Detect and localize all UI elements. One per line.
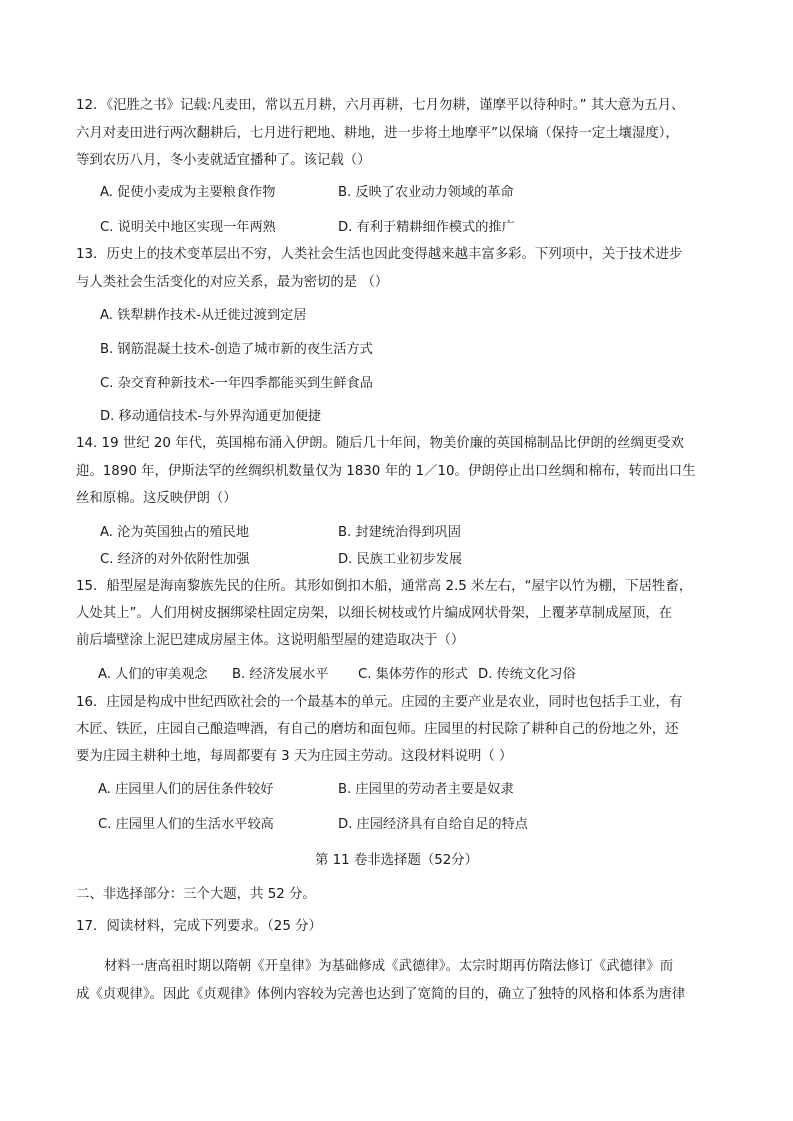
question-13-stem-line-2: 与人类社会生活变化的对应关系，最为密切的是 （） bbox=[76, 275, 389, 290]
question-14-stem-line-1: 14. 19 世纪 20 年代，英国棉布涌入伊朗。随后几十年间，物美价廉的英国棉制品比伊朗的丝绸更受欢 bbox=[76, 436, 685, 451]
material-line-1: 材料一唐高祖时期以隋朝《开皇律》为基础修成《武德律》。太宗时期再仿隋法修订《武德律》而 bbox=[104, 959, 674, 974]
question-16-option-c: C. 庄园里人们的生活水平较高 bbox=[98, 817, 274, 832]
question-13-option-b: B. 钢筋混凝土技术-创造了城市新的夜生活方式 bbox=[100, 342, 373, 357]
question-16-stem-line-1: 16．庄园是构成中世纪西欧社会的一个最基本的单元。庄园的主要产业是农业，同时也包括手工业，有 bbox=[76, 695, 683, 710]
question-12-option-a: A. 促使小麦成为主要粮食作物 bbox=[100, 185, 276, 200]
question-12-stem-line-2: 六月对麦田进行两次翻耕后，七月进行耙地、耕地，进一步将土地摩平”以保墒（保持一定土壤湿度）， bbox=[76, 126, 679, 141]
question-14-option-c: C. 经济的对外依附性加强 bbox=[100, 552, 250, 567]
question-12-option-b: B. 反映了农业动力领域的革命 bbox=[338, 185, 514, 200]
question-14-stem-line-2: 迎。1890 年，伊斯法罕的丝绸织机数量仅为 1830 年的 1／10。伊朗停止出口丝绸和棉布，转而出口生 bbox=[76, 464, 696, 479]
question-17-title: 17．阅读材料，完成下列要求。（25 分） bbox=[76, 919, 322, 934]
question-15-option-d: D. 传统文化习俗 bbox=[478, 667, 576, 682]
question-14-option-b: B. 封建统治得到巩固 bbox=[338, 525, 461, 540]
question-12-option-c: C. 说明关中地区实现一年两熟 bbox=[100, 220, 276, 235]
question-15-option-c: C. 集体劳作的形式 bbox=[358, 667, 468, 682]
question-16-option-b: B. 庄园里的劳动者主要是奴隶 bbox=[338, 782, 514, 797]
question-15-stem-line-3: 前后墙壁涂上泥巴建成房屋主体。这说明船型屋的建造取决于（） bbox=[76, 633, 465, 648]
question-16-stem-line-2: 木匠、铁匠，庄园自己酿造啤酒，有自己的磨坊和面包师。庄园里的村民除了耕种自己的份地之外，还 bbox=[76, 722, 679, 737]
question-13-option-d: D. 移动通信技术-与外界沟通更加便捷 bbox=[100, 409, 322, 424]
question-13-option-a: A. 铁犁耕作技术-从迁徙过渡到定居 bbox=[100, 308, 307, 323]
part-two-intro: 二、非选择部分：三个大题，共 52 分。 bbox=[76, 887, 316, 902]
question-12-stem-line-1: 12．《汜胜之书》记载:凡麦田，常以五月耕，六月再耕，七月勿耕，谨摩平以待种时。” 其大意为五月、 bbox=[76, 98, 685, 113]
question-12-stem-line-3: 等到农历八月，冬小麦就适宜播种了。该记载（） bbox=[76, 153, 371, 168]
question-13-stem-line-1: 13．历史上的技术变革层出不穷，人类社会生活也因此变得越来越丰富多彩。下列项中，关于技术进步 bbox=[76, 247, 683, 262]
question-16-stem-line-3: 要为庄园主耕种土地，每周都要有 3 天为庄园主劳动。这段材料说明（ ） bbox=[76, 749, 513, 764]
question-14-option-a: A. 沦为英国独占的殖民地 bbox=[100, 525, 250, 540]
material-line-2: 成《贞观律》。因此《贞观律》体例内容较为完善也达到了宽简的目的，确立了独特的风格和体系为唐律 bbox=[76, 987, 686, 1002]
question-16-option-d: D. 庄园经济具有自给自足的特点 bbox=[338, 817, 528, 832]
question-14-stem-line-3: 丝和原棉。这反映伊朗（） bbox=[76, 491, 237, 506]
question-15-option-a: A. 人们的审美观念 bbox=[98, 667, 208, 682]
question-15-stem-line-2: 人处其上”。人们用树皮捆绑梁柱固定房架，以细长树枝或竹片编成网状骨架，上覆茅草制成屋顶，在 bbox=[76, 606, 673, 621]
part-two-heading: 第 11 卷非选择题（52分） bbox=[314, 853, 479, 868]
question-15-stem-line-1: 15．船型屋是海南黎族先民的住所。其形如倒扣木船，通常高 2.5 米左右，“屋宇以竹为棚，下居牲畜， bbox=[76, 579, 693, 594]
question-14-option-d: D. 民族工业初步发展 bbox=[338, 552, 463, 567]
question-15-option-b: B. 经济发展水平 bbox=[232, 667, 329, 682]
question-13-option-c: C. 杂交育种新技术-一年四季都能买到生鲜食品 bbox=[100, 376, 373, 391]
question-16-option-a: A. 庄园里人们的居住条件较好 bbox=[98, 782, 274, 797]
question-12-option-d: D. 有利于精耕细作模式的推广 bbox=[338, 220, 515, 235]
